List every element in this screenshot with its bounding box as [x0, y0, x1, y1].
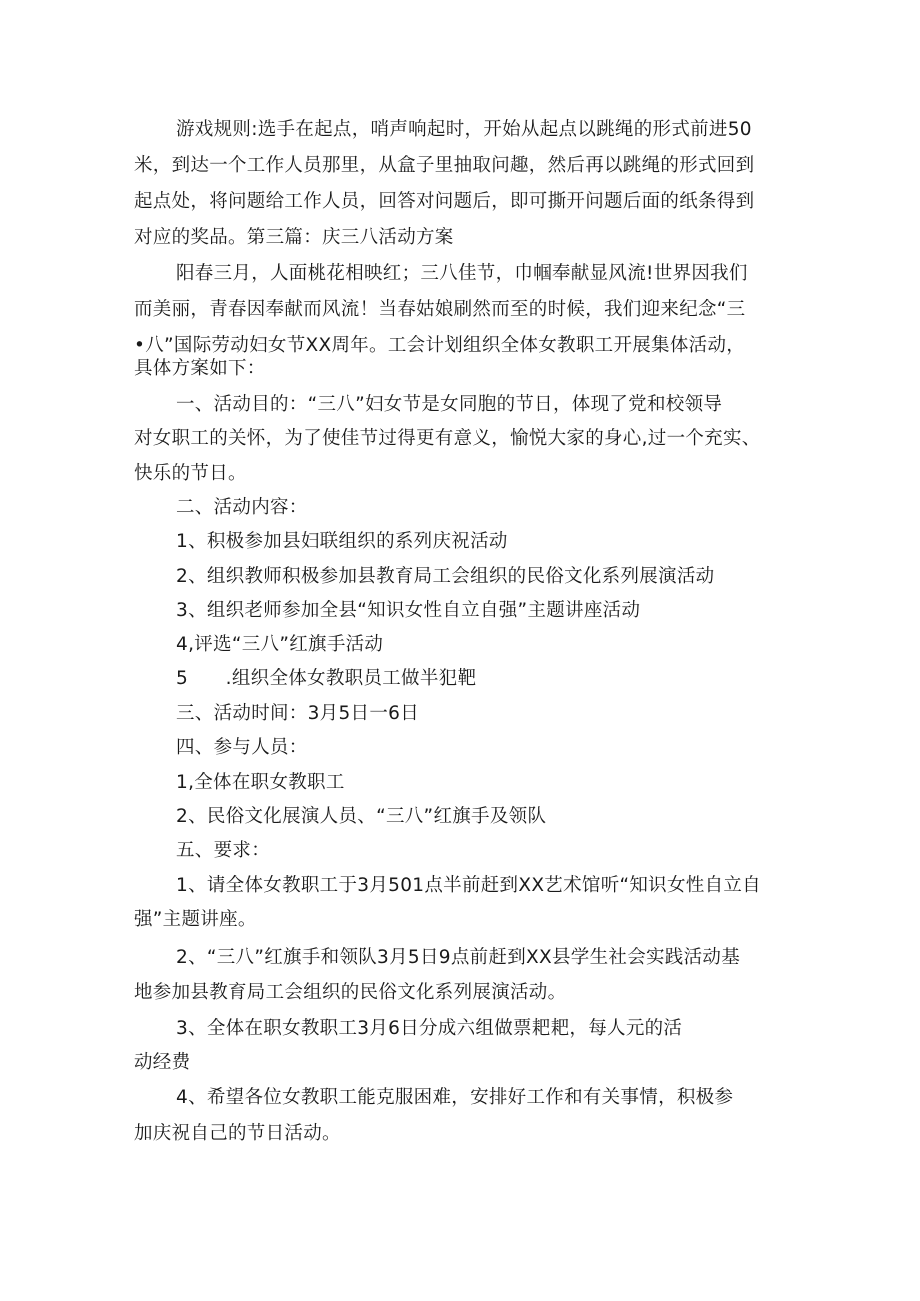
text-line: 对女职工的关怀，为了使佳节过得更有意义，愉悦大家的身心,过一个充实、 [134, 428, 761, 449]
list-item: 4、希望各位女教职工能克服困难，安排好工作和有关事情，积极参 [176, 1087, 734, 1108]
list-item: 2、“三八”红旗手和领队3月5日9点前赶到XX县学生社会实践活动基 [176, 947, 740, 968]
text-line: 快乐的节日。 [134, 463, 247, 484]
text-line: 动经费 [134, 1052, 191, 1073]
text-line: 一、活动目的：“三八”妇女节是女同胞的节日，体现了党和校领导 [176, 394, 723, 415]
text-line: 阳春三月，人面桃花相映红；三八佳节，巾帼奉献显风流!世界因我们 [176, 263, 748, 284]
list-item: 2、组织教师积极参加县教育局工会组织的民俗文化系列展演活动 [176, 566, 715, 587]
list-item: 1、请全体女教职工于3月501点半前赶到XX艺术馆听“知识女性自立自 [176, 875, 761, 896]
text-line: 四、参与人员： [176, 737, 308, 758]
text-line: 起点处，将问题给工作人员，回答对问题后，即可撕开问题后面的纸条得到 [134, 191, 755, 212]
text-line: 而美丽，青春因奉献而风流！当春姑娘刷然而至的时候，我们迎来纪念“三 [134, 299, 746, 320]
text-line: 对应的奖品。第三篇：庆三八活动方案 [134, 227, 454, 248]
list-item: 4,评选“三八”红旗手活动 [176, 634, 384, 655]
text-line: 地参加县教育局工会组织的民俗文化系列展演活动。 [134, 982, 567, 1003]
list-item: 1、积极参加县妇联组织的系列庆祝活动 [176, 531, 508, 552]
text-line: 具体方案如下： [134, 358, 266, 379]
text-line: 游戏规则:选手在起点，哨声响起时，开始从起点以跳绳的形式前进50 [176, 119, 752, 140]
text-line: •八”国际劳动妇女节XX周年。工会计划组织全体女教职工开展集体活动， [134, 335, 746, 356]
list-item: 2、民俗文化展演人员、“三八”红旗手及领队 [176, 806, 547, 827]
list-item: 5 .组织全体女教职员工做半犯靶 [176, 668, 477, 689]
text-line: 强”主题讲座。 [134, 909, 257, 930]
list-item: 1,全体在职女教职工 [176, 772, 345, 793]
text-line: 五、要求： [176, 840, 271, 861]
text-line: 三、活动时间：3月5日一6日 [176, 703, 420, 724]
text-line: 米，到达一个工作人员那里，从盒子里抽取问趣，然后再以跳绳的形式回到 [134, 155, 755, 176]
text-line: 二、活动内容： [176, 497, 308, 518]
list-item: 3、组织老师参加全县“知识女性自立自强”主题讲座活动 [176, 600, 641, 621]
list-item: 3、全体在职女教职工3月6日分成六组做票耙耙，每人元的活 [176, 1018, 683, 1039]
text-line: 加庆祝自己的节日活动。 [134, 1123, 341, 1144]
